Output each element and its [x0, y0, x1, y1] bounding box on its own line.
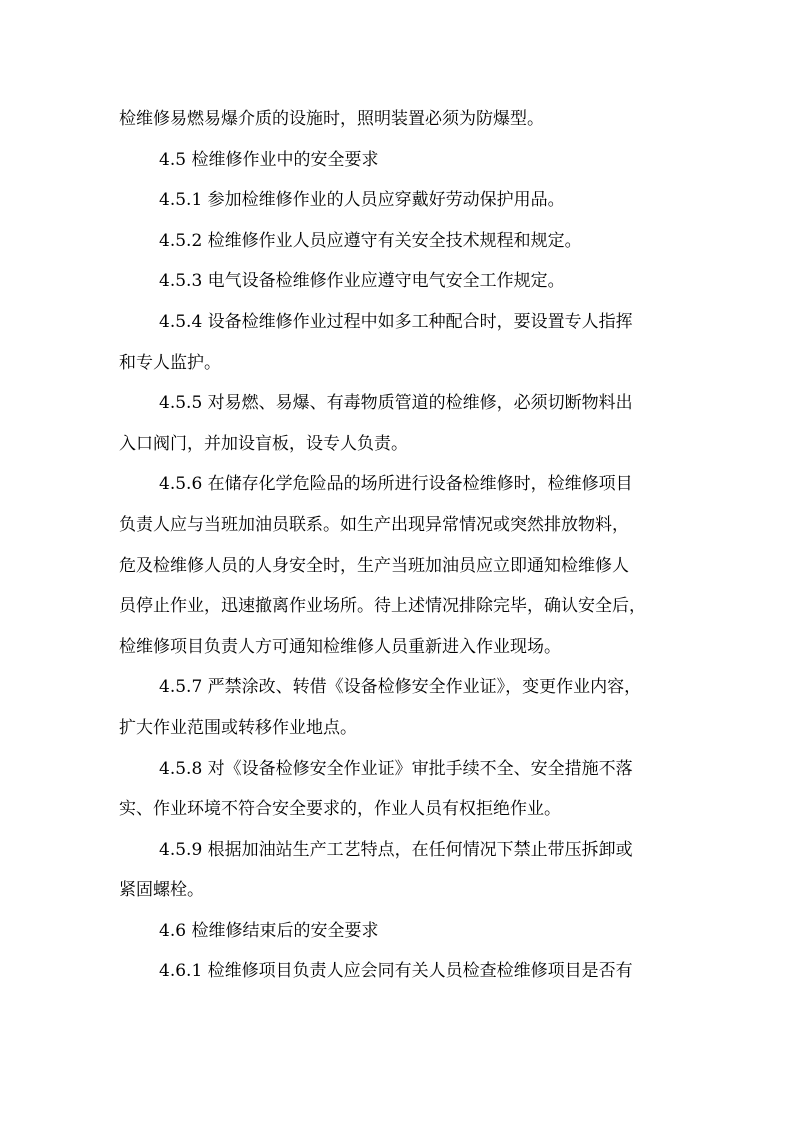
- paragraph-line: 实、作业环境不符合安全要求的，作业人员有权拒绝作业。: [119, 799, 561, 820]
- paragraph-line: 入口阀门，并加设盲板，设专人负责。: [119, 433, 408, 454]
- paragraph-line: 检维修项目负责人方可通知检维修人员重新进入作业现场。: [119, 636, 561, 657]
- paragraph-line: 扩大作业范围或转移作业地点。: [119, 717, 357, 738]
- clause-4-5-4: 4.5.4 设备检维修作业过程中如多工种配合时，要设置专人指挥: [159, 311, 633, 332]
- paragraph-line: 和专人监护。: [119, 352, 221, 373]
- clause-4-5-1: 4.5.1 参加检维修作业的人员应穿戴好劳动保护用品。: [159, 190, 565, 211]
- clause-4-5-5: 4.5.5 对易燃、易爆、有毒物质管道的检维修，必须切断物料出: [159, 393, 633, 414]
- paragraph-line: 负责人应与当班加油员联系。如生产出现异常情况或突然排放物料，: [119, 514, 629, 535]
- paragraph-line: 员停止作业，迅速撤离作业场所。待上述情况排除完毕，确认安全后，: [119, 596, 646, 617]
- clause-4-5-6: 4.5.6 在储存化学危险品的场所进行设备检维修时，检维修项目: [159, 474, 633, 495]
- clause-4-6-1: 4.6.1 检维修项目负责人应会同有关人员检查检维修项目是否有: [159, 961, 633, 982]
- paragraph-line: 检维修易燃易爆介质的设施时，照明装置必须为防爆型。: [119, 109, 544, 129]
- section-heading-4-6: 4.6 检维修结束后的安全要求: [159, 920, 379, 941]
- clause-4-5-8: 4.5.8 对《设备检修安全作业证》审批手续不全、安全措施不落: [159, 758, 633, 779]
- paragraph-line: 紧固螺栓。: [119, 880, 204, 901]
- section-heading-4-5: 4.5 检维修作业中的安全要求: [159, 149, 379, 170]
- document-body: [119, 99, 681, 992]
- clause-4-5-3: 4.5.3 电气设备检维修作业应遵守电气安全工作规定。: [159, 271, 565, 292]
- paragraph-line: 危及检维修人员的人身安全时，生产当班加油员应立即通知检维修人: [119, 555, 629, 576]
- clause-4-5-7: 4.5.7 严禁涂改、转借《设备检修安全作业证》，变更作业内容，: [159, 677, 642, 698]
- clause-4-5-2: 4.5.2 检维修作业人员应遵守有关安全技术规程和规定。: [159, 230, 582, 251]
- clause-4-5-9: 4.5.9 根据加油站生产工艺特点，在任何情况下禁止带压拆卸或: [159, 839, 633, 860]
